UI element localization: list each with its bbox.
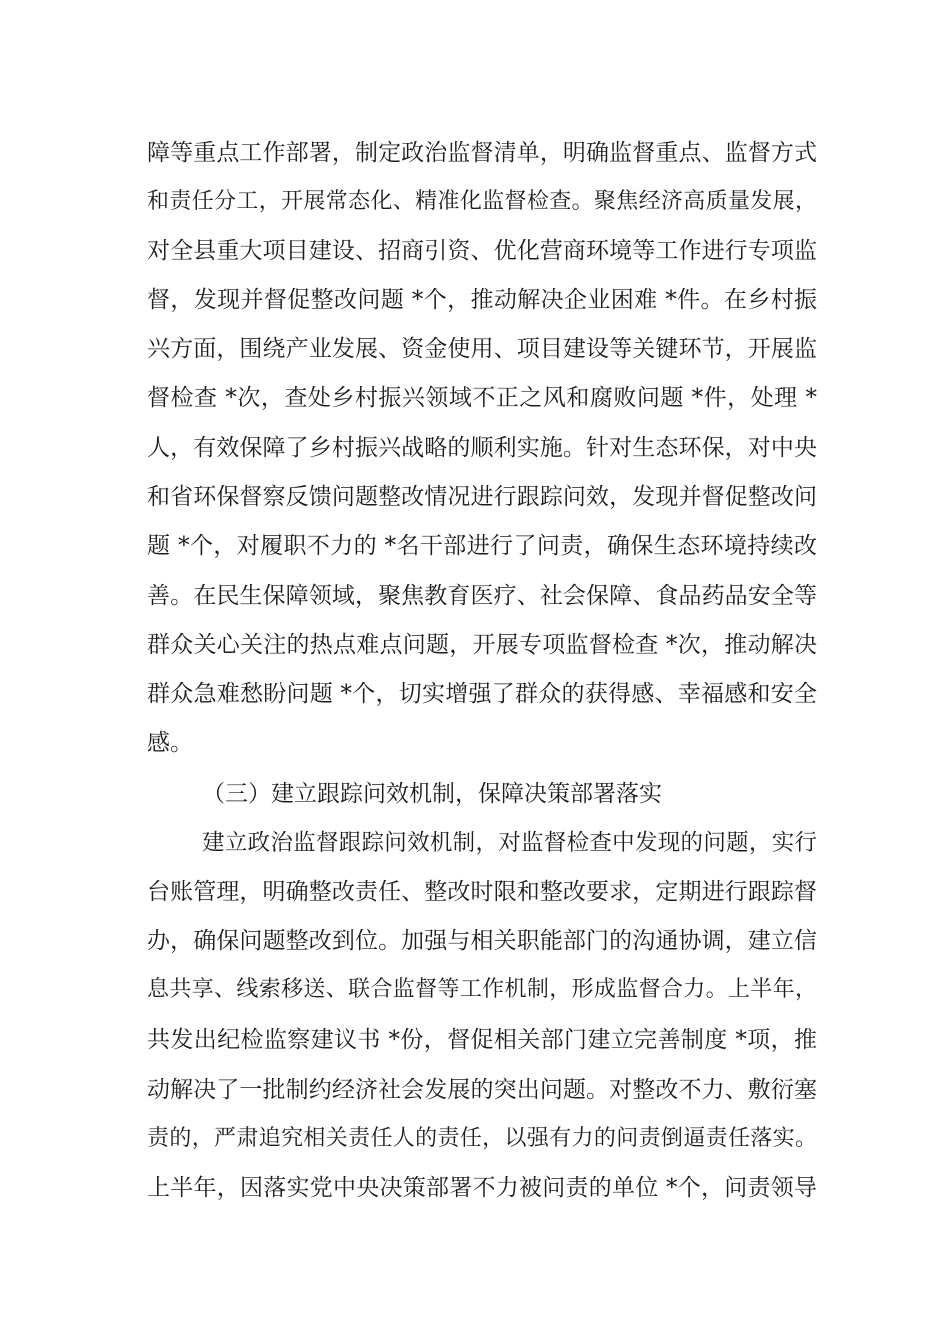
- body-text-line: 对全县重大项目建设、招商引资、优化营商环境等工作进行专项监: [147, 238, 817, 264]
- body-text-line: 兴方面，围绕产业发展、资金使用、项目建设等关键环节，开展监: [147, 336, 817, 362]
- body-text-line: 建立政治监督跟踪问效机制，对监督检查中发现的问题，实行: [202, 830, 817, 856]
- body-text-line: 和责任分工，开展常态化、精准化监督检查。聚焦经济高质量发展，: [147, 189, 817, 214]
- body-text-line: 上半年，因落实党中央决策部署不力被问责的单位 *个，问责领导: [147, 1175, 817, 1201]
- body-text-line: 督，发现并督促整改问题 *个，推动解决企业困难 *件。在乡村振: [147, 287, 817, 313]
- body-text-line: 办，确保问题整改到位。加强与相关职能部门的沟通协调，建立信: [147, 928, 817, 954]
- body-text-line: 群众急难愁盼问题 *个，切实增强了群众的获得感、幸福感和安全: [147, 681, 817, 707]
- body-text-line: 障等重点工作部署，制定政治监督清单，明确监督重点、监督方式: [147, 140, 817, 166]
- body-text-line: 台账管理，明确整改责任、整改时限和整改要求，定期进行跟踪督: [147, 879, 817, 905]
- body-text-line: 动解决了一批制约经济社会发展的突出问题。对整改不力、敷衍塞: [147, 1077, 817, 1103]
- body-text-line: 共发出纪检监察建议书 *份，督促相关部门建立完善制度 *项，推: [147, 1027, 817, 1053]
- body-text-line: 息共享、线索移送、联合监督等工作机制，形成监督合力。上半年，: [147, 977, 817, 1002]
- body-text-line: 题 *个，对履职不力的 *名干部进行了问责，确保生态环境持续改: [147, 533, 817, 559]
- body-text-line: 感。: [147, 730, 193, 756]
- body-text-line: 责的，严肃追究相关责任人的责任，以强有力的问责倒逼责任落实。: [147, 1126, 817, 1151]
- body-text-line: 群众关心关注的热点难点问题，开展专项监督检查 *次，推动解决: [147, 632, 817, 658]
- section-heading: （三）建立跟踪问效机制，保障决策部署落实: [202, 781, 662, 807]
- body-text-line: 和省环保督察反馈问题整改情况进行跟踪问效，发现并督促整改问: [147, 484, 817, 510]
- body-text-line: 督检查 *次，查处乡村振兴领域不正之风和腐败问题 *件，处理 *: [147, 385, 817, 411]
- body-text-line: 善。在民生保障领域，聚焦教育医疗、社会保障、食品药品安全等: [147, 583, 817, 609]
- body-text-line: 人，有效保障了乡村振兴战略的顺利实施。针对生态环保，对中央: [147, 435, 817, 461]
